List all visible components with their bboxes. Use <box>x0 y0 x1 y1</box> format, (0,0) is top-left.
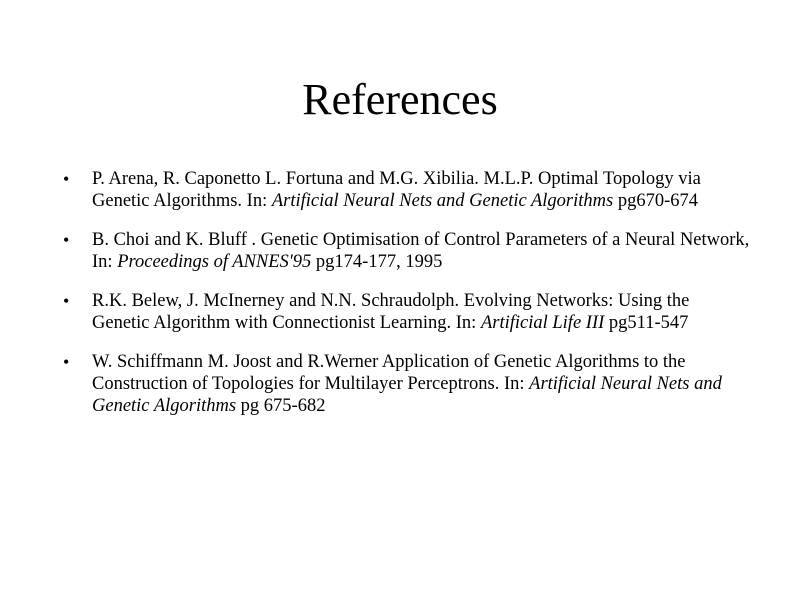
reference-item <box>60 351 750 417</box>
reference-authors-title: B. Choi and K. Bluff . Genetic Optimisation of Control Parameters of a Neural Network, In: <box>92 230 750 272</box>
reference-source: Proceedings of ANNES'95 <box>117 252 312 272</box>
reference-item <box>60 229 750 273</box>
reference-item <box>60 290 750 334</box>
reference-pages: pg 675-682 <box>236 396 326 416</box>
reference-list <box>60 168 750 434</box>
reference-text <box>92 230 749 272</box>
reference-pages: pg511-547 <box>604 313 689 333</box>
reference-authors-title: W. Schiffmann M. Joost and R.Werner Application of Genetic Algorithms to the Construction of Topologies for Multilayer Perceptrons. In: <box>92 352 686 394</box>
bullet-icon: • <box>63 352 70 372</box>
bullet-icon: • <box>63 291 70 311</box>
bullet-icon: • <box>63 230 70 250</box>
reference-text <box>92 291 689 333</box>
bullet-icon: • <box>63 169 70 189</box>
reference-source: Artificial Neural Nets and Genetic Algorithms <box>271 191 614 211</box>
slide-title: References <box>302 75 498 124</box>
reference-pages: pg174-177, 1995 <box>311 252 443 272</box>
reference-item <box>60 168 750 212</box>
reference-text <box>92 169 701 211</box>
reference-pages: pg670-674 <box>613 191 699 211</box>
reference-authors-title: R.K. Belew, J. McInerney and N.N. Schraudolph. Evolving Networks: Using the Genetic Algorithm with Connectionist Learning. In: <box>92 291 690 333</box>
reference-source: Artificial Life III <box>480 313 605 333</box>
reference-text <box>92 352 722 416</box>
reference-source: Artificial Neural Nets and Genetic Algorithms <box>92 374 722 416</box>
reference-authors-title: P. Arena, R. Caponetto L. Fortuna and M.G. Xibilia. M.L.P. Optimal Topology via Genetic Algorithms. In: <box>92 169 701 211</box>
